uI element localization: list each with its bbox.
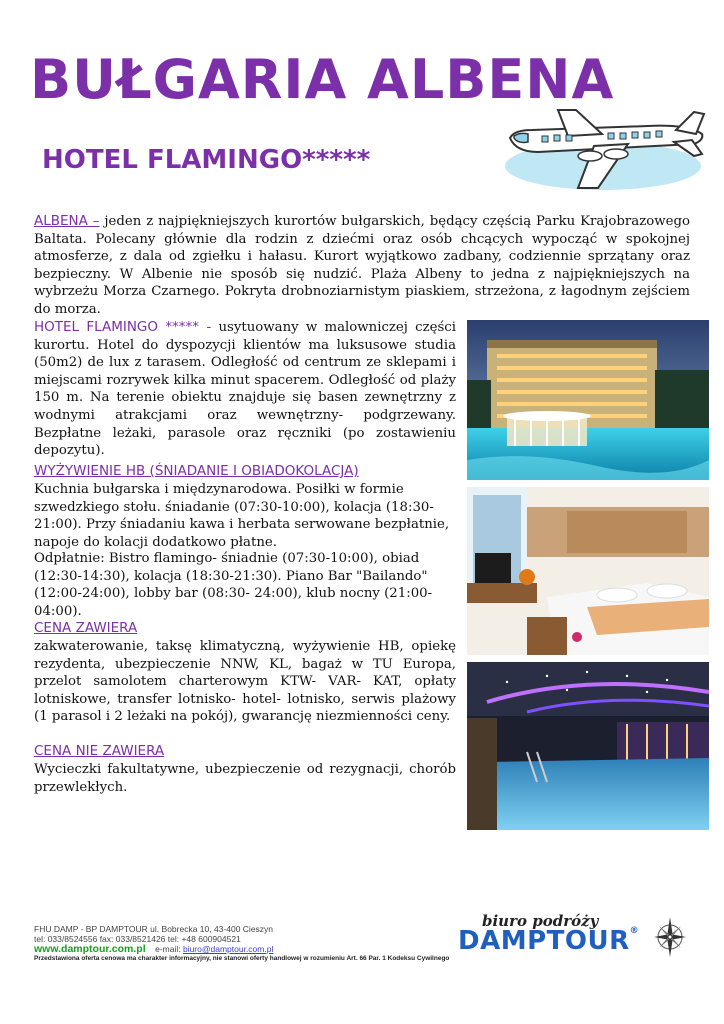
legal-note: Przedstawiona oferta cenowa ma charakter informacyjny, nie stanowi oferty handlowej w rozumieniu Art. 66 Par. 1 Kodeksu Cywilnego [34,955,450,962]
hotel-paragraph [34,319,456,460]
logo-tagline: biuro podróży [482,912,599,930]
hotel-exterior-photo [467,320,709,480]
price-includes-text: zakwaterowanie, taksę klimatyczną, wyżywienie HB, opiekę rezydenta, ubezpieczenie NNW, KL, bagaż w TU Europa, przelot samolotem charterowym KTW- VAR- KAT, opłaty lotniskowe, transfer lotnisko- hotel- lotnisko, serwis plażowy (1 parasol i 2 leżaki na pokój), gwarancję niezmienności ceny. [34,639,456,725]
meals-text: Kuchnia bułgarska i międzynarodowa. Posiłki w formie szwedzkiego stołu. śniadanie (07:30-10:00), kolacja (18:30-21:00). Przy śniadaniu kawa i herbata serwowane bezpłatnie, napoje do kolacji dodatkowo płatne. [34,482,450,550]
price-includes-heading: CENA ZAWIERA [34,620,138,636]
price-excludes-heading: CENA NIE ZAWIERA [34,743,165,759]
damptour-logo [452,912,672,972]
hotel-subtitle: HOTEL FLAMINGO***** [42,145,371,175]
hotel-room-photo [467,487,709,655]
hotel-text: usytuowany w malowniczej części kurortu. Hotel do dyspozycji klientów ma luksusowe studia (50m2) de lux z tarasem. Odległość od centrum ze sklepami i miejscami rozrywek kilka minut spacerem. Odległość od plaży 150 m. Na terenie obiektu znajduje się basen zewnętrzny z wodnymi atrakcjami oraz wewnętrzny- podgrzewany. Bezpłatne leżaki, parasole oraz ręczniki (po zostawieniu depozytu). [34,320,456,459]
page-title: BUŁGARIA ALBENA [30,48,615,111]
airplane-icon [498,108,708,196]
intro-heading: ALBENA – [34,213,100,229]
email-link[interactable]: biuro@damptour.com.pl [182,944,274,954]
logo-brand: DAMPTOUR® [458,926,640,956]
meals-heading: WYŻYWIENIE HB (ŚNIADANIE I OBIADOKOLACJA) [34,463,359,479]
email-label: e-mail: [155,944,181,954]
compass-rose-icon [650,912,690,962]
intro-paragraph [34,213,690,319]
meals-paid-text: Odpłatnie: Bistro flamingo- śniadnie (07:30-10:00), obiad (12:30-14:30), kolacja (18:30-21:30). Piano Bar "Bailando" (12:00-24:00), lobby bar (08:30- 24:00), klub nocny (21:00- 04:00). [34,551,433,619]
footer-address: FHU DAMP - BP DAMPTOUR ul. Bobrecka 10, 43-400 Cieszyn [34,924,274,934]
price-excludes-text: Wycieczki fakultatywne, ubezpieczenie od rezygnacji, chorób przewlekłych. [34,762,456,795]
footer [34,924,449,964]
indoor-pool-photo [467,662,709,830]
website-link[interactable]: www.damptour.com.pl [34,943,146,955]
intro-text: jeden z najpiękniejszych kurortów bułgarskich, będący częścią Parku Krajobrazowego Baltata. Polecany głównie dla rodzin z dziećmi oraz osób chcących wypocząć w spokojnej atmosferze, z dala od zgiełku i hałasu. Kurort wyjątkowo zadbany, codziennie sprzątany oraz bezpieczny. W Albenie nie sposób się nudzić. Plaża Albeny to jedna z najpiękniejszych na wybrzeżu Morza Czarnego. Pokryta drobnoziarnistym piaskiem, strzeżona, z łagodnym zejściem do morza. [34,214,690,317]
footer-phones: tel: 033/8524556 fax: 033/8521426 tel: +48 600904521 [34,934,241,944]
hotel-heading: HOTEL FLAMINGO ***** - [34,319,212,335]
